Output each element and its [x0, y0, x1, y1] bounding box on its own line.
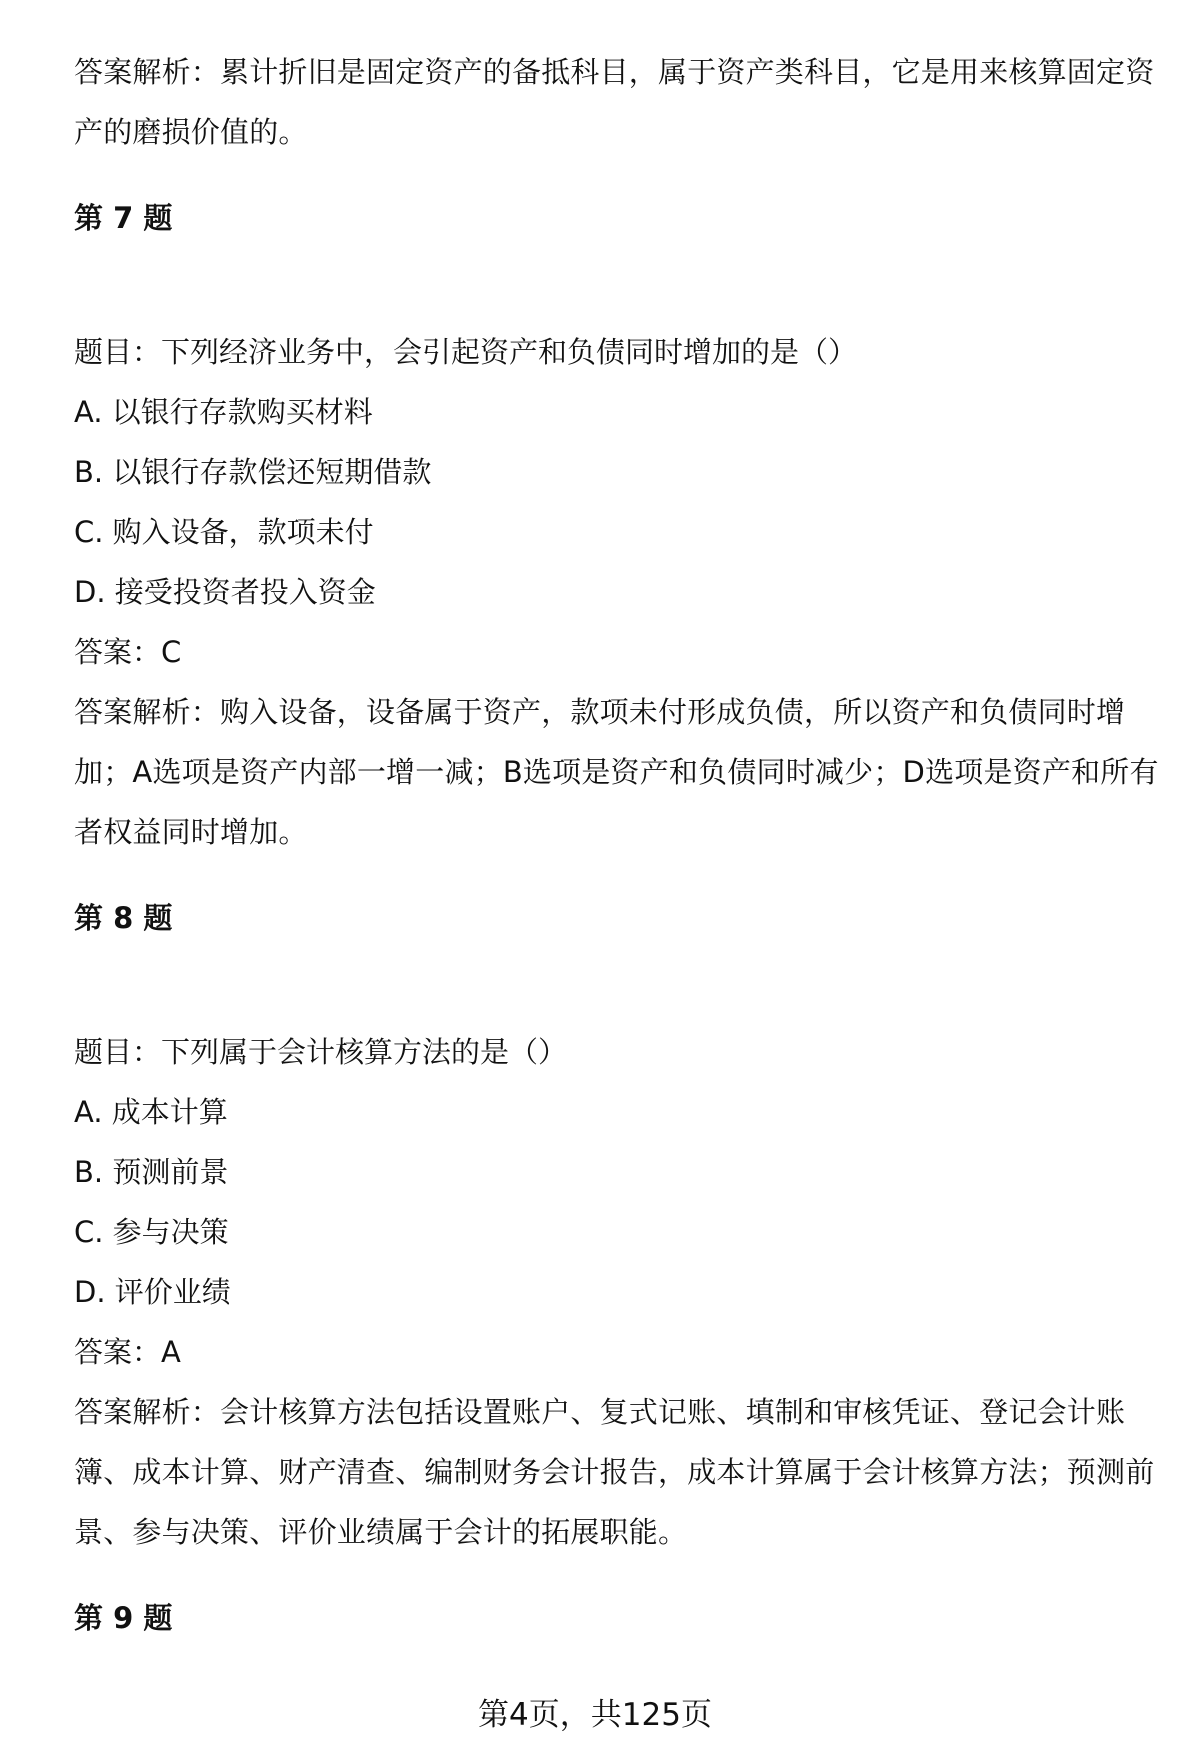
question-7-option-b: B. 以银行存款偿还短期借款 — [74, 455, 432, 489]
page-indicator: 第4页，共125页 — [478, 1697, 712, 1733]
question-7-option-d: D. 接受投资者投入资金 — [74, 575, 376, 609]
question-8-heading: 第 8 题 — [74, 901, 173, 935]
question-8-explanation: 答案解析：会计核算方法包括设置账户、复式记账、填制和审核凭证、登记会计账簿、成本计算、财产清查、编制财务会计报告，成本计算属于会计核算方法；预测前景、参与决策、评价业绩属于会计的拓展职能。 — [74, 1395, 1155, 1549]
question-8-option-b: B. 预测前景 — [74, 1155, 229, 1189]
question-7-option-a: A. 以银行存款购买材料 — [74, 395, 373, 429]
question-7-explanation: 答案解析：购入设备，设备属于资产，款项未付形成负债，所以资产和负债同时增加；A选项是资产内部一增一减；B选项是资产和负债同时减少；D选项是资产和所有者权益同时增加。 — [74, 695, 1159, 849]
question-8-option-c: C. 参与决策 — [74, 1215, 229, 1249]
question-7-stem: 题目：下列经济业务中，会引起资产和负债同时增加的是（） — [74, 335, 858, 369]
prev-explanation: 答案解析：累计折旧是固定资产的备抵科目，属于资产类科目，它是用来核算固定资产的磨损价值的。 — [74, 55, 1155, 149]
document-page — [74, 0, 1164, 1648]
question-8-answer: 答案：A — [74, 1335, 181, 1369]
question-8-stem: 题目：下列属于会计核算方法的是（） — [74, 1035, 568, 1069]
question-8-option-a: A. 成本计算 — [74, 1095, 228, 1129]
question-8-option-d: D. 评价业绩 — [74, 1275, 231, 1309]
question-9-heading: 第 9 题 — [74, 1601, 173, 1635]
question-7-option-c: C. 购入设备，款项未付 — [74, 515, 374, 549]
question-7-answer: 答案：C — [74, 635, 182, 669]
question-7-heading: 第 7 题 — [74, 201, 173, 235]
